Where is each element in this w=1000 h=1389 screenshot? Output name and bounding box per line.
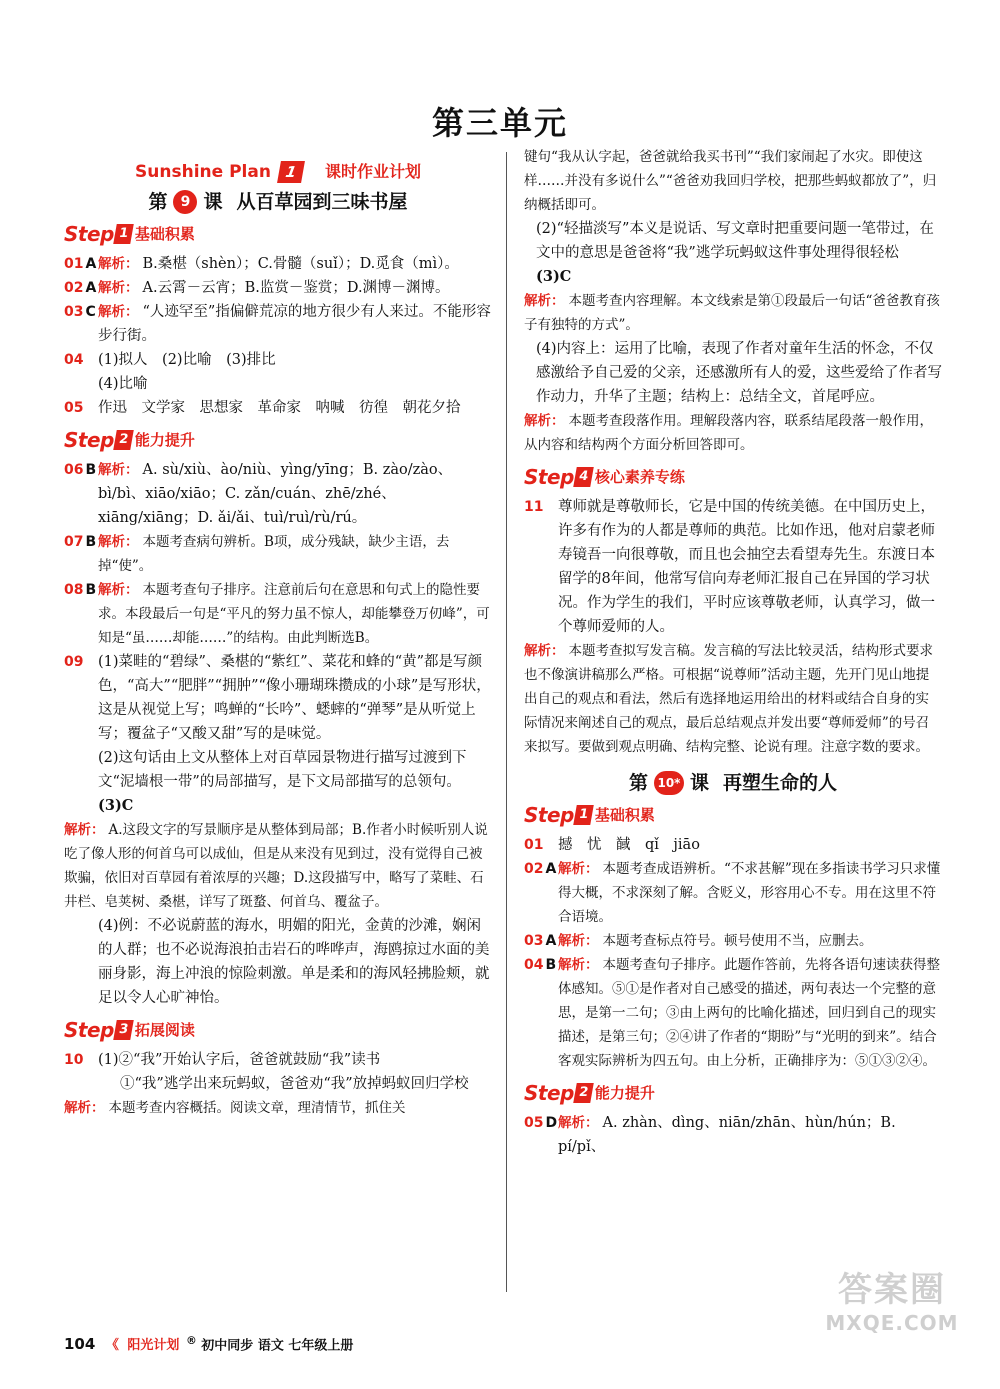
lesson-suffix: 课 xyxy=(203,191,223,213)
analysis-tag: 解析： xyxy=(98,582,139,598)
step-1-header xyxy=(524,801,942,829)
answer-item xyxy=(64,578,492,650)
step-number: 2 xyxy=(113,430,134,450)
step-word: Step xyxy=(64,1018,114,1042)
item-number: 08 xyxy=(64,582,84,598)
item-text: 本题考查段落作用。理解段落内容，联系结尾段落一般作用，从内容和结构两个方面分析回答即可。 xyxy=(524,413,933,453)
item-answer: A xyxy=(85,280,97,296)
left-column xyxy=(64,150,492,1120)
step-number: 2 xyxy=(573,1083,594,1103)
analysis-block xyxy=(64,1096,492,1120)
item-text: 本题考查拟写发言稿。发言稿的写法比较灵活，结构形式要求也不像演讲稿那么严格。可根据“说尊师”活动主题，先开门见山地提出自己的观点和看法，然后有选择地运用给出的材料或结合自身的实际情况来阐述自己的观点，最后总结观点并发出要“尊师爱师”的号召来拟写。要做到观点明确、结构完整、论说有理。注意字数的要求。 xyxy=(524,643,933,755)
lesson-9-title xyxy=(64,190,492,214)
page-footer xyxy=(64,1334,353,1353)
step-number: 1 xyxy=(573,805,594,825)
lesson-10-title xyxy=(524,771,942,795)
step-label: 基础积累 xyxy=(594,806,655,824)
analysis-tag: 解析： xyxy=(98,280,139,296)
step-number: 4 xyxy=(573,467,594,487)
answer-item xyxy=(524,833,942,857)
analysis-tag: 解析： xyxy=(98,256,139,272)
analysis-tag: 解析： xyxy=(98,304,139,320)
item-text: (4)例：不必说蔚蓝的海水，明媚的阳光，金黄的沙滩，娴闲的人群；也不必说海浪拍击岩石的哗哗声，海鸥掠过水面的美丽身影，海上冲浪的惊险刺激。单是柔和的海风轻拂脸颊，就足以令人心旷神怡。 xyxy=(98,918,490,1006)
analysis-tag: 解析： xyxy=(558,933,599,949)
item-text: (2)这句话由上文从整体上对百草园景物进行描写过渡到下文“泥墙根一带”的局部描写，是下文局部描写的总领句。 xyxy=(98,750,467,790)
analysis-tag: 解析： xyxy=(64,1100,105,1116)
item-text: A.云霄－云宵；B.监赏－鉴赏；D.渊博－渊博。 xyxy=(142,280,450,296)
step-word: Step xyxy=(64,222,114,246)
step-2-header xyxy=(64,426,492,454)
item-text: B.桑椹（shèn）；C.骨髓（suǐ）；D.觅食（mì）。 xyxy=(142,256,459,272)
item-text: 作迅 文学家 思想家 革命家 呐喊 彷徨 朝花夕拾 xyxy=(98,400,461,416)
book-title: 初中同步 语文 七年级上册 xyxy=(201,1338,354,1354)
item-text: 本题考查内容概括。阅读文章，理清情节，抓住关 xyxy=(108,1100,406,1116)
item-number: 01 xyxy=(64,256,84,272)
step-2-header xyxy=(524,1079,942,1107)
analysis-block xyxy=(524,639,942,759)
answer-item xyxy=(64,650,492,746)
item-number: 01 xyxy=(524,837,544,853)
item-text: 本题考查成语辨析。“不求甚解”现在多指读书学习只求懂得大概，不求深刻了解。含贬义，形容用心不专。用在这里不符合语境。 xyxy=(558,861,941,925)
item-number: 06 xyxy=(64,462,84,478)
site-watermark xyxy=(812,1262,972,1335)
item-text: 本题考查内容理解。本文线索是第①段最后一句话“爸爸教育孩子有独特的方式”。 xyxy=(524,293,940,333)
item-answer: (3)C xyxy=(98,797,134,814)
item-text: (1)拟人 (2)比喻 (3)排比 xyxy=(98,352,276,368)
double-chevron-icon: 《 xyxy=(105,1338,119,1354)
item-answer: B xyxy=(85,462,97,478)
item-text: 键句“我从认字起，爸爸就给我买书刊”“我们家闹起了水灾。即使这样……并没有多说什么”“爸爸劝我回归学校，把那些蚂蚁都放了”，归纳概括即可。 xyxy=(524,149,937,213)
item-text: (2)“轻描淡写”本义是说话、写文章时把重要问题一笔带过，在文中的意思是爸爸将“我”逃学玩蚂蚁这件事处理得很轻松 xyxy=(536,221,934,261)
unit-title: 第三单元 xyxy=(431,104,568,142)
step-4-header xyxy=(524,463,942,491)
item-number: 03 xyxy=(524,933,544,949)
analysis-block xyxy=(64,818,492,914)
lesson-suffix: 课 xyxy=(689,772,709,794)
answer-item xyxy=(64,276,492,300)
lesson-title: 再塑生命的人 xyxy=(723,772,838,794)
lesson-title: 从百草园到三味书屋 xyxy=(236,191,408,213)
item-text: A. zhàn、dìng、niān/zhān、hùn/hún；B. pí/pǐ、 xyxy=(558,1115,896,1155)
answer-item xyxy=(524,1111,942,1159)
item-answer: C xyxy=(85,304,96,320)
item-number: 11 xyxy=(524,499,544,515)
right-column xyxy=(524,145,942,1159)
item-text: (4)内容上：运用了比喻，表现了作者对童年生活的怀念，不仅感激给予自己爱的父亲，还感激所有人的爱，这些爱给了作者写作动力，升华了主题；结构上：总结全文，首尾呼应。 xyxy=(536,341,942,405)
analysis-tag: 解析： xyxy=(524,413,565,429)
column-divider xyxy=(506,152,507,1292)
item-text: (4)比喻 xyxy=(98,376,148,392)
step-number: 1 xyxy=(113,224,134,244)
lesson-prefix: 第 xyxy=(628,772,648,794)
lesson-number-badge: 9 xyxy=(173,190,197,214)
answer-item xyxy=(524,495,942,639)
item-number: 03 xyxy=(64,304,84,320)
plan-english: Sunshine Plan xyxy=(135,162,271,182)
brand-name: 阳光计划 xyxy=(127,1338,180,1354)
answer-item xyxy=(524,953,942,1073)
item-text: (1)②“我”开始认字后，爸爸就鼓励“我”读书 xyxy=(98,1052,381,1068)
item-text: (1)菜畦的“碧绿”、桑椹的“紫红”、菜花和蜂的“黄”都是写颜色，“高大”“肥胖”“拥肿”“像小珊瑚珠攒成的小球”是写形状，这是从视觉上写；鸣蝉的“长吟”、蟋蟀的“弹琴”是从听觉上写；覆盆子“又酸又甜”写的是味觉。 xyxy=(98,654,491,742)
answer-item xyxy=(64,300,492,348)
answer-item xyxy=(64,396,492,420)
item-answer: B xyxy=(545,957,557,973)
item-number: 04 xyxy=(64,352,84,368)
watermark-url: MXQE.COM xyxy=(825,1311,959,1335)
item-number: 02 xyxy=(64,280,84,296)
analysis-tag: 解析： xyxy=(558,1115,599,1131)
answer-item xyxy=(524,929,942,953)
step-label: 基础积累 xyxy=(134,225,195,243)
item-answer: D xyxy=(545,1115,558,1131)
item-number: 10 xyxy=(64,1052,84,1068)
item-text: “人迹罕至”指偏僻荒凉的地方很少有人来过。不能形容步行街。 xyxy=(98,304,491,344)
item-text: A. sù/xiù、ào/niù、yìng/yīng；B. zào/zào、bì/bì、xiāo/xiāo；C. zǎn/cuán、zhē/zhé、xiāng/xiāng；D. ǎi/ǎi、tuì/ruì/rù/rú。 xyxy=(98,462,453,526)
step-3-header xyxy=(64,1016,492,1044)
answer-item xyxy=(64,252,492,276)
item-answer: B xyxy=(85,534,97,550)
item-text: 撼 忧 馘 qǐ jiāo xyxy=(558,837,700,853)
item-text: 尊师就是尊敬师长，它是中国的传统美德。在中国历史上，许多有作为的人都是尊师的典范。比如作迅，他对启蒙老师寿镜吾一向很尊敬，而且也会抽空去看望寿先生。东渡日本留学的8年间，他常写信向寿老师汇报自己在异国的学习状况。作为学生的我们，平时应该尊敬老师，认真学习，做一个尊师爱师的人。 xyxy=(558,499,935,635)
item-answer: A xyxy=(545,933,557,949)
step-label: 能力提升 xyxy=(134,431,195,449)
answer-item xyxy=(64,458,492,530)
answer-item xyxy=(64,348,492,396)
step-number: 3 xyxy=(113,1020,134,1040)
analysis-tag: 解析： xyxy=(524,643,565,659)
item-number: 04 xyxy=(524,957,544,973)
analysis-tag: 解析： xyxy=(98,534,139,550)
answer-item xyxy=(524,857,942,929)
step-label: 拓展阅读 xyxy=(134,1021,195,1039)
step-word: Step xyxy=(524,465,574,489)
step-word: Step xyxy=(524,803,574,827)
watermark-logo-text: 答案圈 xyxy=(838,1270,946,1310)
item-answer: A xyxy=(545,861,557,877)
lesson-number-badge: 10* xyxy=(654,771,684,795)
item-number: 05 xyxy=(64,400,84,416)
item-answer: B xyxy=(85,582,97,598)
item-text: 本题考查句子排序。此题作答前，先将各语句速读获得整体感知。⑤①是作者对自己感受的描述，两句表达一个完整的意思，是第一二句；③由上两句的比喻化描述，回归到自己的现实描述，是第三句；②④讲了作者的“期盼”与“光明的到来”。结合客观实际辨析为四五句。由上分析，正确排序为：⑤①③②④。 xyxy=(558,957,940,1069)
step-label: 能力提升 xyxy=(594,1084,655,1102)
item-number: 07 xyxy=(64,534,84,550)
item-text: ①“我”逃学出来玩蚂蚁，爸爸劝“我”放掉蚂蚁回归学校 xyxy=(120,1076,469,1092)
item-text: 本题考查病句辨析。B项，成分残缺，缺少主语，去掉“使”。 xyxy=(98,534,450,574)
step-label: 核心素养专练 xyxy=(594,468,685,486)
analysis-tag: 解析： xyxy=(524,293,565,309)
step-word: Step xyxy=(64,428,114,452)
item-answer: (3)C xyxy=(536,268,572,285)
page-number: 104 xyxy=(64,1335,96,1354)
registered-mark: ® xyxy=(185,1334,197,1347)
answer-item xyxy=(64,1048,492,1096)
answer-item xyxy=(64,530,492,578)
item-text: A.这段文字的写景顺序是从整体到局部；B.作者小时候听别人说吃了像人形的何首乌可以成仙，但是从来没有见到过，没有觉得自己被欺骗，依旧对百草园有着浓厚的兴趣；D.这段描写中，略写了菜畦、石井栏、皂荚树、桑椹，详写了斑蝥、何首乌、覆盆子。 xyxy=(64,822,488,910)
plan-chinese: 课时作业计划 xyxy=(324,162,421,181)
analysis-tag: 解析： xyxy=(98,462,139,478)
item-number: 02 xyxy=(524,861,544,877)
item-text: 本题考查标点符号。顿号使用不当，应删去。 xyxy=(602,933,873,949)
analysis-block xyxy=(524,409,942,457)
analysis-tag: 解析： xyxy=(558,957,599,973)
item-number: 05 xyxy=(524,1115,544,1131)
analysis-tag: 解析： xyxy=(64,822,105,838)
item-number: 09 xyxy=(64,654,84,670)
sunshine-plan-banner xyxy=(64,160,492,184)
analysis-tag: 解析： xyxy=(558,861,599,877)
item-text: 本题考查句子排序。注意前后句在意思和句式上的隐性要求。本段最后一句是“平凡的努力虽不惊人，却能攀登万仞峰”，可知是“虽……却能……”的结构。由此判断选B。 xyxy=(98,582,490,646)
lesson-prefix: 第 xyxy=(148,191,168,213)
item-answer: A xyxy=(85,256,97,272)
step-1-header xyxy=(64,220,492,248)
analysis-block xyxy=(524,289,942,337)
plan-number: 1 xyxy=(277,161,305,183)
step-word: Step xyxy=(524,1081,574,1105)
